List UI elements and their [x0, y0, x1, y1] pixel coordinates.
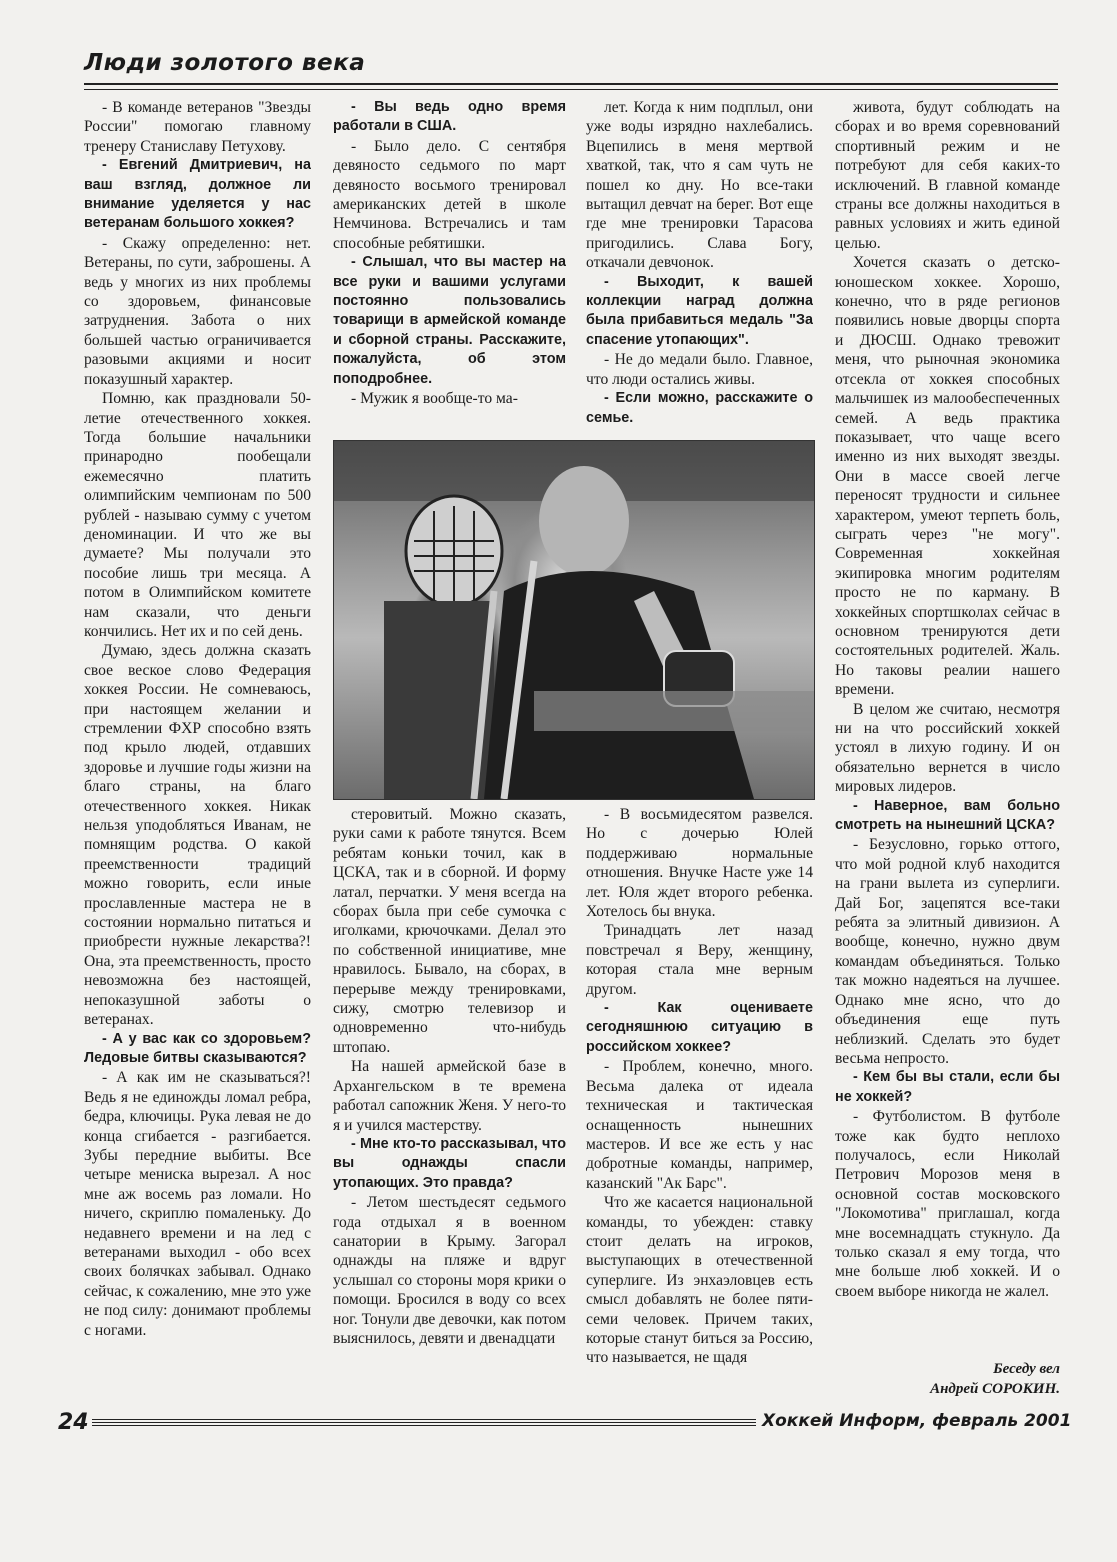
byline-label: Беседу вел	[993, 1361, 1060, 1377]
text-paragraph: - Безусловно, горько оттого, что мой родной клуб находится на грани вылета из суперлиги. Дай Бог, зацепятся все-таки ребята за элитный дивизион. А вообще, конечно, нужно двум командам объединяться. Только так можно надеяться на лучшее. Однако мне ясно, что до объединения еще путь неблизкий. Сделать это будет весьма непросто.	[835, 836, 1060, 1067]
column-3-top	[586, 98, 813, 428]
text-paragraph: Думаю, здесь должна сказать свое веское слово Федерация хоккея России. Не сомневаюсь, при настоящем желании и стремлении ФХР способно взять под крыло людей, отдавших здоровье и лучшие годы жизни на благо страны, на благо отечественного хоккея. Никак нельзя уподобляться Иванам, не помнящим родства. О какой преемственности традиций можно говорить, если иные прославленные мастера не в состоянии нормально питаться и приобрести нужные лекарства?! Она, эта преемственность, просто невозможна без настоящей, непоказушной заботы о ветеранах.	[84, 642, 311, 1029]
question-paragraph: - Наверное, вам больно смотреть на нынешний ЦСКА?	[835, 797, 1060, 834]
text-paragraph: - Проблем, конечно, много. Весьма далека от идеала техническая и тактическая оснащенность нынешних мастеров. И все же есть у нас добротные команды, например, казанский "Ак Барс".	[586, 1058, 813, 1192]
byline-author: Андрей СОРОКИН.	[930, 1381, 1060, 1397]
hockey-photo	[333, 440, 815, 800]
question-paragraph: - Евгений Дмитриевич, на ваш взгляд, должное ли внимание уделяется у нас ветеранам большого хоккея?	[84, 157, 311, 232]
question-paragraph: - Кем бы вы стали, если бы не хоккей?	[835, 1069, 1060, 1105]
column-2-top	[333, 98, 566, 428]
column-1	[84, 98, 311, 1398]
text-paragraph: стеровитый. Можно сказать, руки сами к работе тянутся. Всем ребятам коньки точил, как в ЦСКА, так и в сборной. И форму латал, перчатки. У меня всегда на сборах была при себе сумочка с иголками, крючочками. Делал это по собственной инициативе, мне нравилось. Бывало, на сборах, в перерыве между тренировками, сижу, смотрю телевизор и одновременно что-нибудь штопаю.	[333, 806, 566, 1056]
text-paragraph: На нашей армейской базе в Архангельском в те времена работал сапожник Женя. У него-то я и учился мастерству.	[333, 1058, 566, 1134]
text-paragraph: Хочется сказать о детско-юношеском хоккее. Хорошо, конечно, что в ряде регионов появились новые дворцы спорта и ДЮСШ. Однако тревожит меня, что рыночная экономика отсекла от хоккея способных мальчишек из малообеспеченных семей. А ведь практика показывает, что чаще всего именно из них выходят звезды. Они в массе своей легче переносят трудности и сильнее характером, умеют терпеть боль, сыграть через "не могу". Современная хоккейная экипировка многим родителям просто не по карману. В хоккейных спортшколах сейчас в основном тренируются дети состоятельных родителей. Жаль. Но таковы реалии нашего времени.	[835, 254, 1060, 699]
text-paragraph: - Скажу определенно: нет. Ветераны, по сути, заброшены. А ведь у многих из них проблемы со здоровьем, финансовые затруднения. Забота о них большей частью ограничивается разовыми акциями и носит показушный характер.	[84, 234, 311, 388]
column-2-bottom	[333, 805, 566, 1395]
question-paragraph: - Слышал, что вы мастер на все руки и вашими услугами постоянно пользовались товарищи в армейской команде и сборной страны. Расскажите, пожалуйста, об этом поподробнее.	[333, 254, 566, 387]
question-paragraph: - Как оцениваете сегодняшнюю ситуацию в российском хоккее?	[586, 1000, 813, 1055]
text-paragraph: - В команде ветеранов "Звезды России" помогаю главному тренеру Станиславу Петухову.	[84, 99, 311, 155]
text-paragraph: В целом же считаю, несмотря ни на что российский хоккей устоял в лихую годину. И он обязательно вернется в число мировых лидеров.	[835, 700, 1060, 796]
text-paragraph: - Мужик я вообще-то ма-	[351, 390, 518, 408]
question-paragraph: - Выходит, к вашей коллекции наград должна была прибавиться медаль "За спасение утопающих".	[586, 273, 813, 348]
text-paragraph: - Было дело. С сентября девяносто седьмого по март девяносто восьмого тренировал американских детей в школе Немчинова. Встречались и там способные ребятишки.	[333, 137, 566, 252]
text-paragraph: - Футболистом. В футболе тоже как будто неплохо получалось, если Николай Петрович Морозов меня в основной состав московского "Локомотива" приглашал, когда мне восемнадцать стукнуло. Да только сказал я ему тогда, что мне больше люб хоккей. И о своем выборе никогда не жалел.	[835, 1108, 1060, 1300]
text-paragraph: Помню, как праздновали 50-летие отечественного хоккея. Тогда большие начальники принародно пообещали ежемесячно платить олимпийским чемпионам по 500 рублей - называю сумму с учетом деноминации. И что же вы думаете? Мы получали это пособие лишь три месяца. А потом в Олимпийском комитете нам сказали, что деньги кончились. Нет их и по сей день.	[84, 390, 311, 640]
text-paragraph: Что же касается национальной команды, то убежден: ставку стоит делать на игроков, выступающих в отечественной суперлиге. Из энхаэловцев есть смысл добавлять не более пяти-семи человек. Причем таких, которые станут биться за Россию, что называется, не щадя	[586, 1194, 813, 1367]
section-title: Люди золотого века	[84, 50, 366, 76]
text-paragraph: - Летом шестьдесят седьмого года отдыхал я в военном санатории в Крыму. Загорал однажды на пляже и вдруг услышал со стороны моря крики о помощи. Бросился в воду со всех ног. Тонули две девочки, как потом выяснилось, девяти и двенадцати	[333, 1194, 566, 1347]
column-3-bottom	[586, 805, 813, 1395]
question-paragraph: - Мне кто-то рассказывал, что вы однажды спасли утопающих. Это правда?	[333, 1135, 566, 1191]
question-paragraph: - Если можно, расскажите о семье.	[586, 390, 813, 426]
question-paragraph: - А у вас как со здоровьем? Ледовые битвы сказываются?	[84, 1030, 311, 1066]
publication-name: Хоккей Информ, февраль 2001	[762, 1411, 1072, 1431]
page-number: 24	[58, 1410, 89, 1435]
text-paragraph: - Не до медали было. Главное, что люди остались живы.	[586, 351, 813, 388]
question-paragraph: - Вы ведь одно время работали в США.	[333, 99, 566, 135]
text-paragraph: лет. Когда к ним подплыл, они уже воды изрядно нахлебались. Вцепились в меня мертвой хваткой, так, что я сам чуть не пошел ко дну. Но все-таки вытащил девчат на берег. Вот еще где мне тренировки Тарасова пригодились. Слава Богу, откачали девчонок.	[586, 99, 813, 272]
text-paragraph: Тринадцать лет назад повстречал я Веру, женщину, которая стала мне верным другом.	[586, 922, 813, 998]
text-paragraph: живота, будут соблюдать на сборах и во время соревнований спортивный режим и не потребуют для себя каких-то исключений. В главной команде страны все должны находиться в равных условиях и жить единой целью.	[835, 99, 1060, 252]
text-paragraph: - А как им не сказываться?! Ведь я не единожды ломал ребра, бедра, ключицы. Рука левая не до конца сгибается - разгибается. Зубы передние выбиты. Все четыре мениска вырезал. А нос мне аж восемь раз ломали. Но ничего, скриплю помаленьку. До недавнего времени и на лед с ветеранами выходил - обо всех своих болячках забывал. Однако сейчас, к сожалению, мне это уже не под силу: донимают проблемы с ногами.	[84, 1069, 311, 1339]
photo-illustration	[334, 441, 814, 799]
text-paragraph: - В восьмидесятом развелся. Но с дочерью Юлей поддерживаю нормальные отношения. Внучке Насте уже 14 лет. Юля ждет второго ребенка. Хотелось бы внука.	[586, 806, 813, 921]
column-4	[835, 98, 1060, 1398]
footer-rule	[92, 1419, 756, 1428]
header-rule	[84, 83, 1058, 90]
